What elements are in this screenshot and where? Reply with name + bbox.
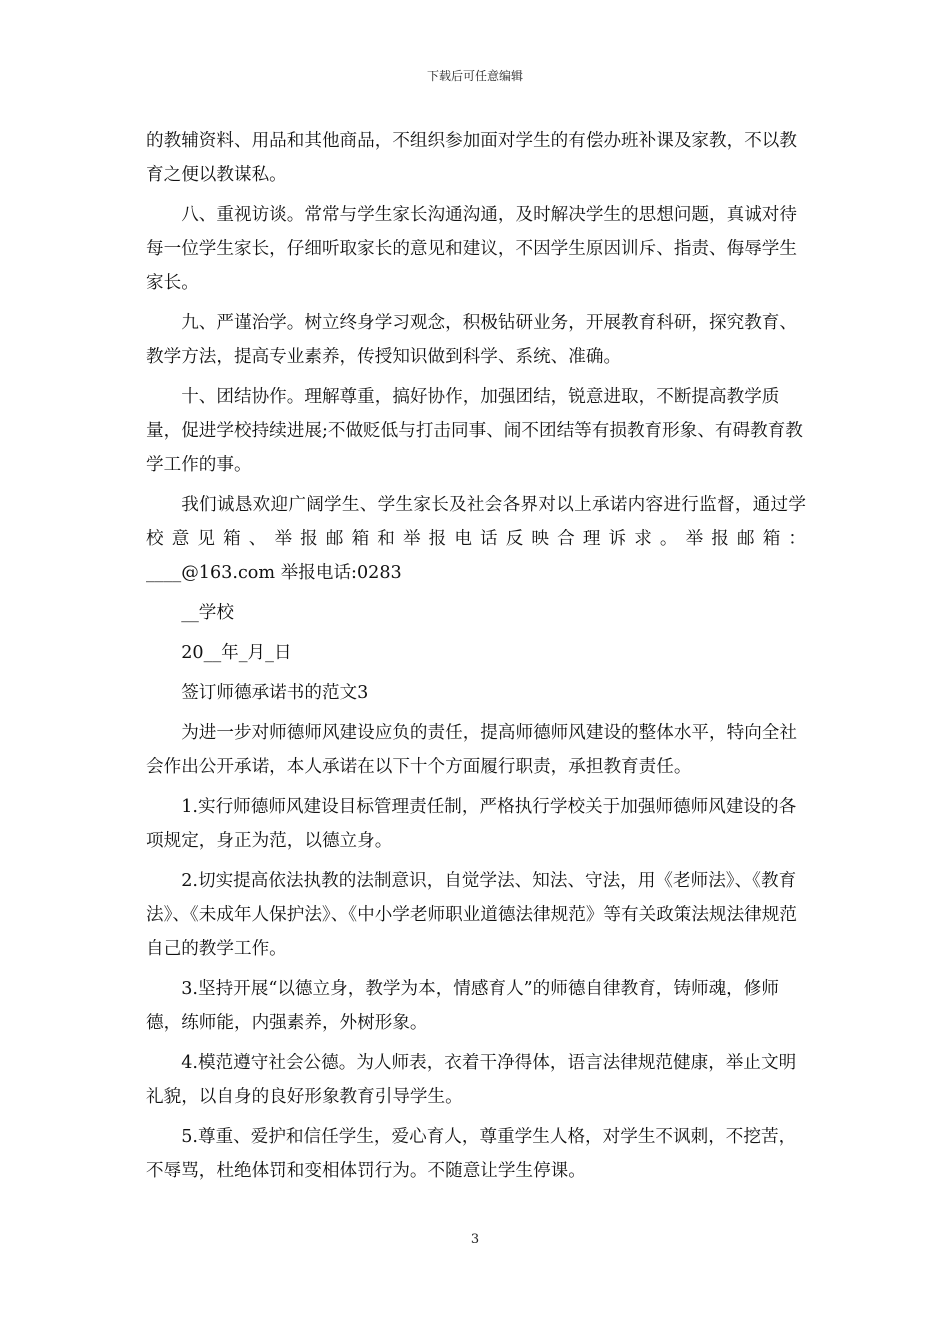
paragraph-continuation: 的教辅资料、用品和其他商品，不组织参加面对学生的有偿办班补课及家教，不以教育之便以教谋私。	[146, 131, 797, 185]
document-body	[146, 124, 806, 1194]
pledge-item-3: 3.坚持开展“以德立身，教学为本，情感育人”的师德自律教育，铸师魂，修师德，练师能，内强素养，外树形象。	[146, 979, 779, 1033]
signature-date: 20__年_月_日	[181, 643, 292, 663]
section-title: 签订师德承诺书的范文3	[181, 683, 369, 703]
pledge-item-1: 1.实行师德师风建设目标管理责任制，严格执行学校关于加强师德师风建设的各项规定，身正为范，以德立身。	[146, 797, 797, 851]
paragraph-intro: 为进一步对师德师风建设应负的责任，提高师德师风建设的整体水平，特向全社会作出公开承诺，本人承诺在以下十个方面履行职责，承担教育责任。	[146, 723, 797, 777]
paragraph-supervision	[146, 488, 806, 556]
pledge-item-2: 2.切实提高依法执教的法制意识，自觉学法、知法、守法，用《老师法》、《教育法》、《未成年人保护法》、《中小学老师职业道德法律规范》等有关政策法规法律规范自己的教学工作。	[146, 871, 797, 959]
paragraph-item-10: 十、团结协作。理解尊重，搞好协作，加强团结，锐意进取，不断提高教学质量，促进学校持续进展;不做贬低与打击同事、闹不团结等有损教育形象、有碍教育教学工作的事。	[146, 387, 803, 475]
paragraph-supervision-text: 我们诚恳欢迎广阔学生、学生家长及社会各界对以上承诺内容进行监督，通过学校意见箱、举报邮箱和举报电话反映合理诉求。举报邮箱：	[146, 495, 806, 549]
pledge-item-4: 4.模范遵守社会公德。为人师表，衣着干净得体，语言法律规范健康，举止文明礼貌，以自身的良好形象教育引导学生。	[146, 1053, 797, 1107]
paragraph-item-9: 九、严谨治学。树立终身学习观念，积极钻研业务，开展教育科研，探究教育、教学方法，提高专业素养，传授知识做到科学、系统、准确。	[146, 313, 797, 367]
report-contact: ____@163.com 举报电话:0283	[146, 563, 402, 583]
page-number: 3	[470, 1232, 480, 1247]
pledge-item-5: 5.尊重、爱护和信任学生，爱心育人，尊重学生人格，对学生不讽刺，不挖苦，不辱骂，杜绝体罚和变相体罚行为。不随意让学生停课。	[146, 1127, 797, 1181]
paragraph-item-8: 八、重视访谈。常常与学生家长沟通沟通，及时解决学生的思想问题，真诚对待每一位学生家长，仔细听取家长的意见和建议，不因学生原因训斥、指责、侮辱学生家长。	[146, 205, 797, 293]
header-note: 下载后可任意编辑	[426, 69, 523, 83]
school-signature: __学校	[181, 603, 234, 623]
